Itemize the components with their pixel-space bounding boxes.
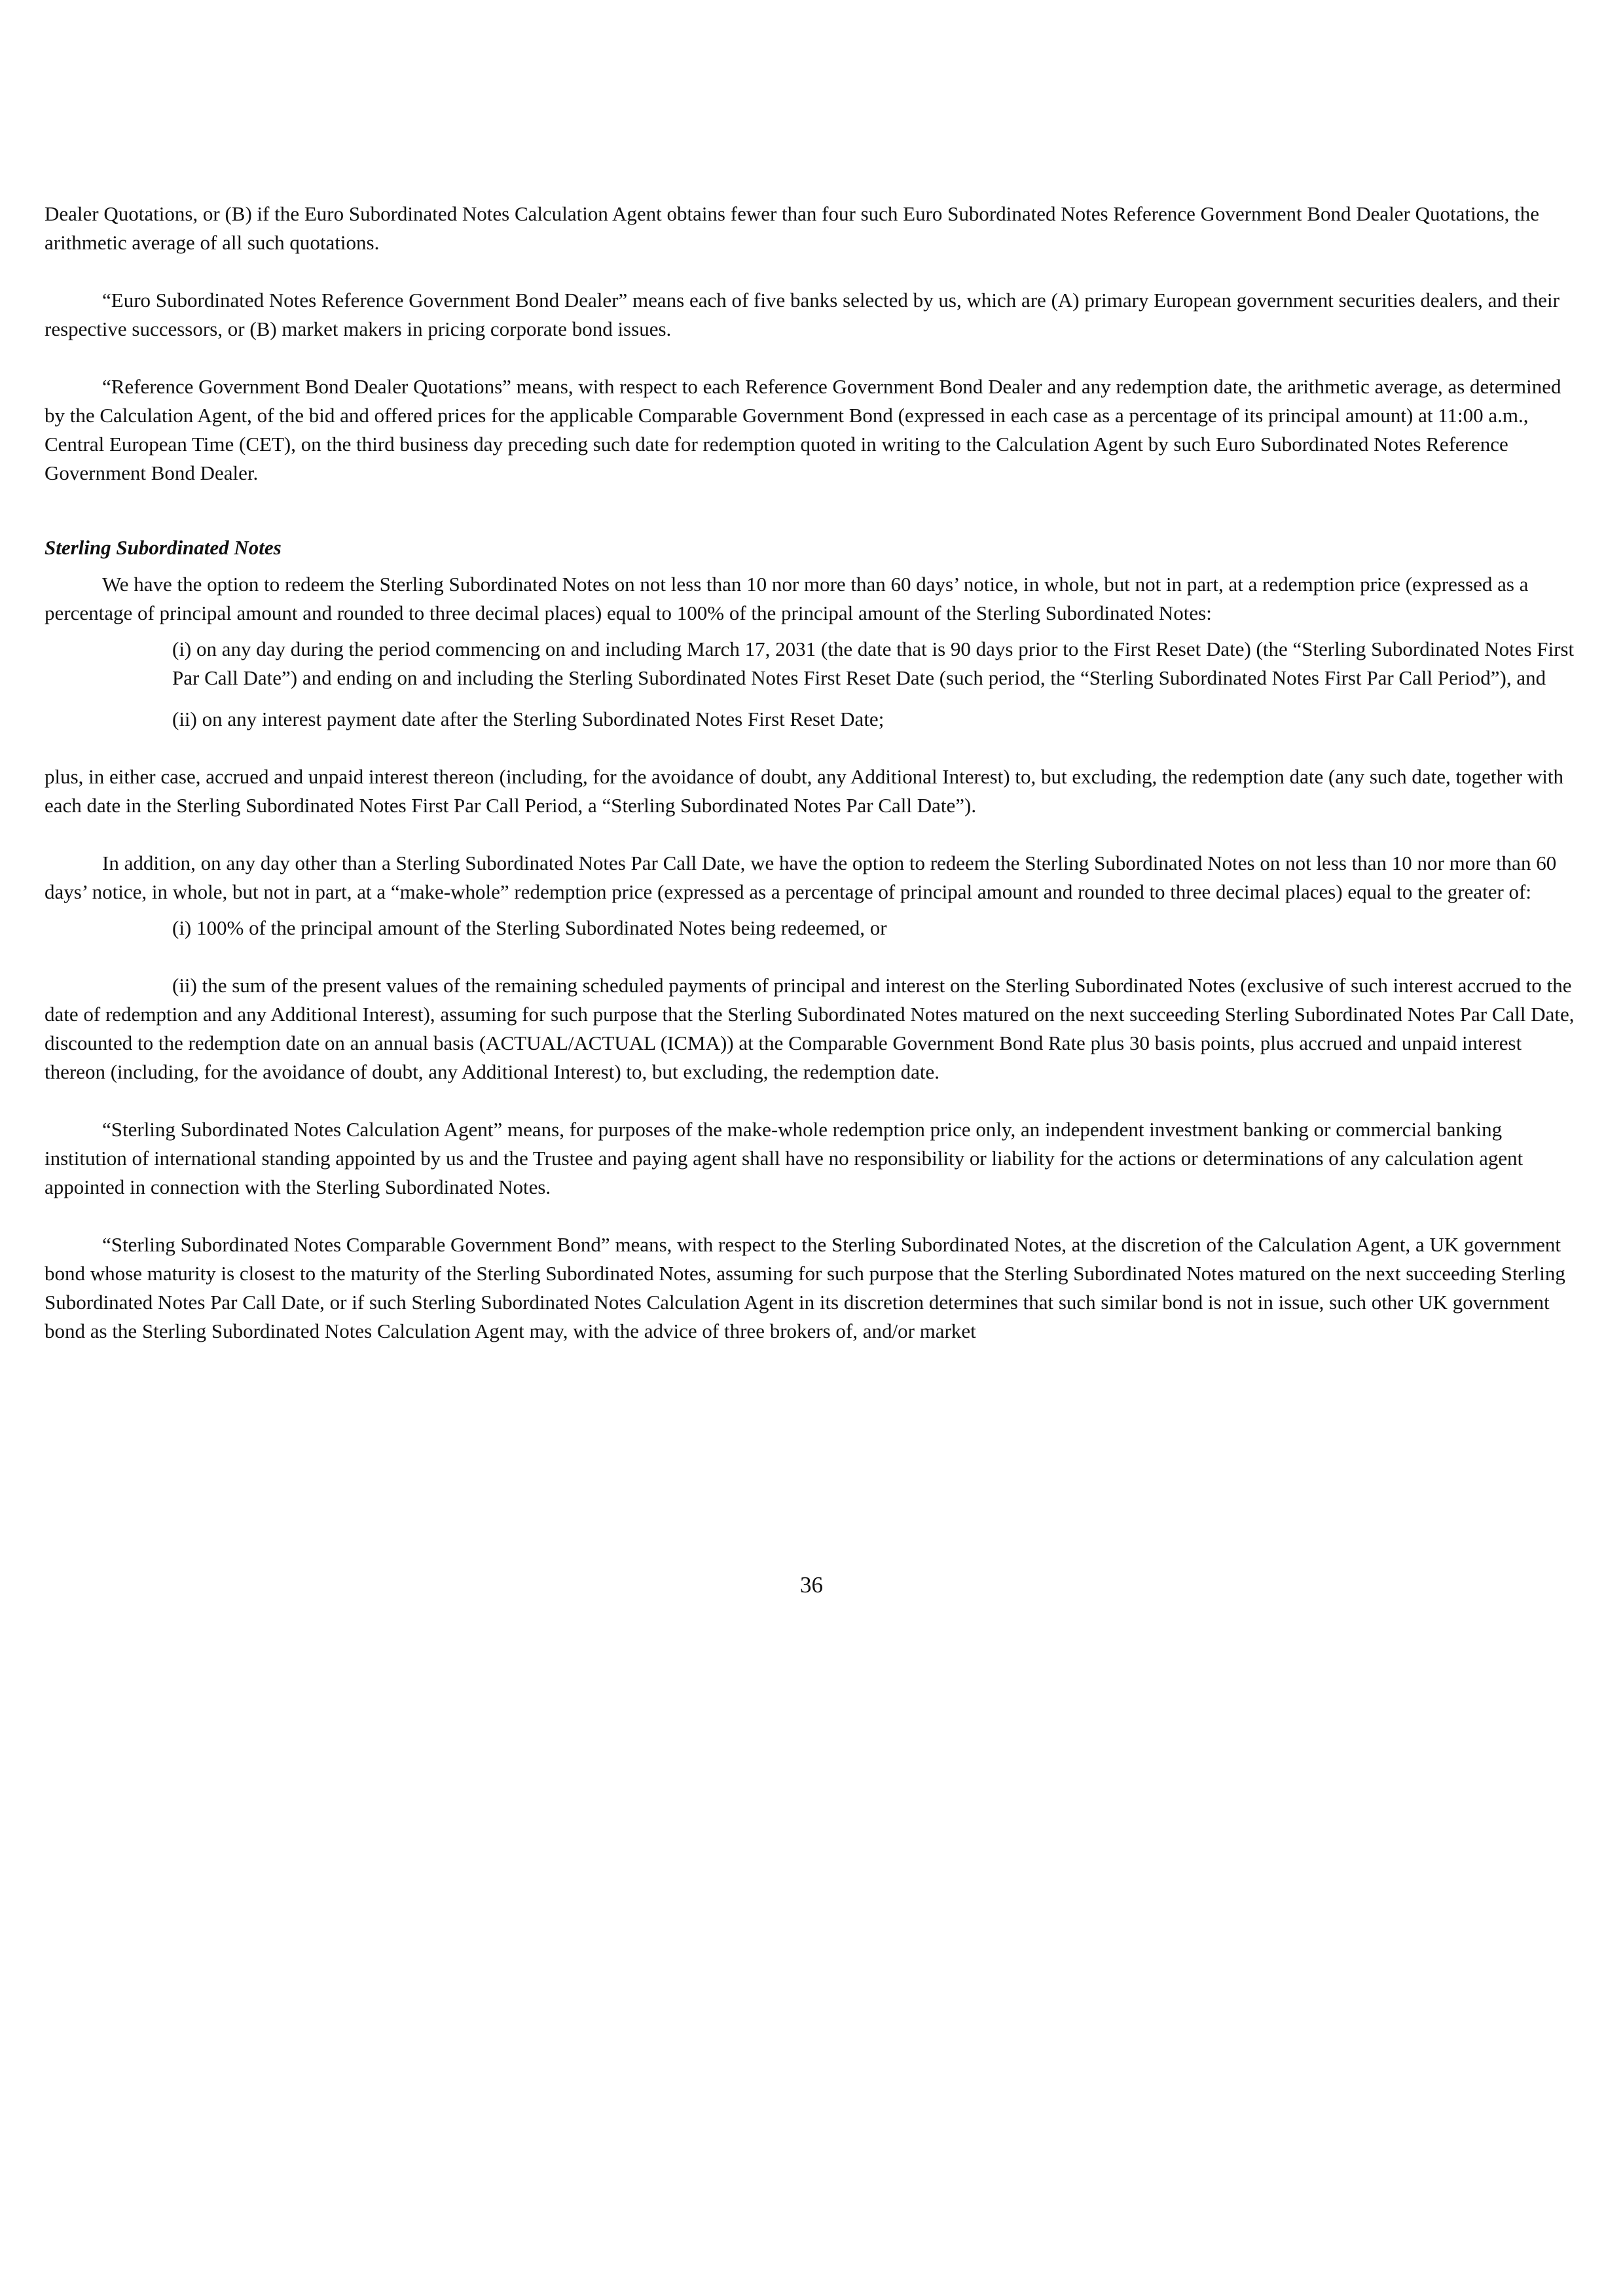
section-heading-sterling-subordinated-notes: Sterling Subordinated Notes — [45, 536, 282, 559]
paragraph-reference-dealer-quotations-definition: “Reference Government Bond Dealer Quotations” means, with respect to each Reference Government Bond Dealer and any redemption date, the arithmetic average, as determined by the Calculation Agent, of the bid and offered prices for the applicable Comparable Government Bond (expressed in each case as a percentage of its principal amount) at 11:00 a.m., Central European Time (CET), on the third business day preceding such date for redemption quoted in writing to the Calculation Agent by such Euro Subordinated Notes Reference Government Bond Dealer. — [45, 375, 1561, 484]
paragraph-calculation-agent-definition: “Sterling Subordinated Notes Calculation Agent” means, for purposes of the make-whole redemption price only, an independent investment banking or commercial banking institution of international standing appointed by us and the Trustee and paying agent shall have no responsibility or liability for the actions or determinations of any calculation agent appointed in connection with the Sterling Subordinated Notes. — [45, 1118, 1523, 1198]
paragraph-euro-reference-dealer-definition: “Euro Subordinated Notes Reference Government Bond Dealer” means each of five banks selected by us, which are (A) primary European government securities dealers, and their respective successors, or (B) market makers in pricing corporate bond issues. — [45, 289, 1559, 340]
list-item-interest-payment-date: (ii) on any interest payment date after the Sterling Subordinated Notes First Reset Date; — [172, 708, 884, 730]
paragraph-dealer-quotations-continued: Dealer Quotations, or (B) if the Euro Subordinated Notes Calculation Agent obtains fewer than four such Euro Subordinated Notes Reference Government Bond Dealer Quotations, the arithmetic average of all such quotations. — [45, 202, 1540, 254]
paragraph-make-whole-option: In addition, on any day other than a Sterling Subordinated Notes Par Call Date, we have the option to redeem the Sterling Subordinated Notes on not less than 10 nor more than 60 days’ notice, in whole, but not in part, at a “make-whole” redemption price (expressed as a percentage of principal amount and rounded to three decimal places) equal to the greater of: — [45, 852, 1557, 903]
page-number: 36 — [800, 1572, 823, 1598]
list-item-par-call-period: (i) on any day during the period commencing on and including March 17, 2031 (the date that is 90 days prior to the First Reset Date) (the “Sterling Subordinated Notes First Par Call Date”) and ending on and including the Sterling Subordinated Notes First Reset Date (such period, the “Sterling Subordinated Notes First Par Call Period”), and — [172, 637, 1575, 689]
paragraph-sterling-redemption-option: We have the option to redeem the Sterling Subordinated Notes on not less than 10 nor more than 60 days’ notice, in whole, but not in part, at a redemption price (expressed as a percentage of principal amount and rounded to three decimal places) equal to 100% of the principal amount of the Sterling Subordinated Notes: — [45, 573, 1529, 624]
list-item-present-values: (ii) the sum of the present values of the remaining scheduled payments of principal and interest on the Sterling Subordinated Notes (exclusive of such interest accrued to the date of redemption and any Additional Interest), assuming for such purpose that the Sterling Subordinated Notes matured on the next succeeding Sterling Subordinated Notes Par Call Date, discounted to the redemption date on an annual basis (ACTUAL/ACTUAL (ICMA)) at the Comparable Government Bond Rate plus 30 basis points, plus accrued and unpaid interest thereon (including, for the avoidance of doubt, any Additional Interest) to, but excluding, the redemption date. — [45, 974, 1575, 1083]
paragraph-accrued-interest: plus, in either case, accrued and unpaid interest thereon (including, for the avoidance of doubt, any Additional Interest) to, but excluding, the redemption date (any such date, together with each date in the Sterling Subordinated Notes First Par Call Period, a “Sterling Subordinated Notes Par Call Date”). — [45, 765, 1563, 817]
paragraph-comparable-government-bond-definition: “Sterling Subordinated Notes Comparable Government Bond” means, with respect to the Sterling Subordinated Notes, at the discretion of the Calculation Agent, a UK government bond whose maturity is closest to the maturity of the Sterling Subordinated Notes, assuming for such purpose that the Sterling Subordinated Notes matured on the next succeeding Sterling Subordinated Notes Par Call Date, or if such Sterling Subordinated Notes Calculation Agent in its discretion determines that such similar bond is not in issue, such other UK government bond as the Sterling Subordinated Notes Calculation Agent may, with the advice of three brokers of, and/or market — [45, 1233, 1565, 1342]
list-item-principal-amount: (i) 100% of the principal amount of the Sterling Subordinated Notes being redeemed, or — [172, 916, 887, 939]
document-page — [45, 200, 1580, 1374]
